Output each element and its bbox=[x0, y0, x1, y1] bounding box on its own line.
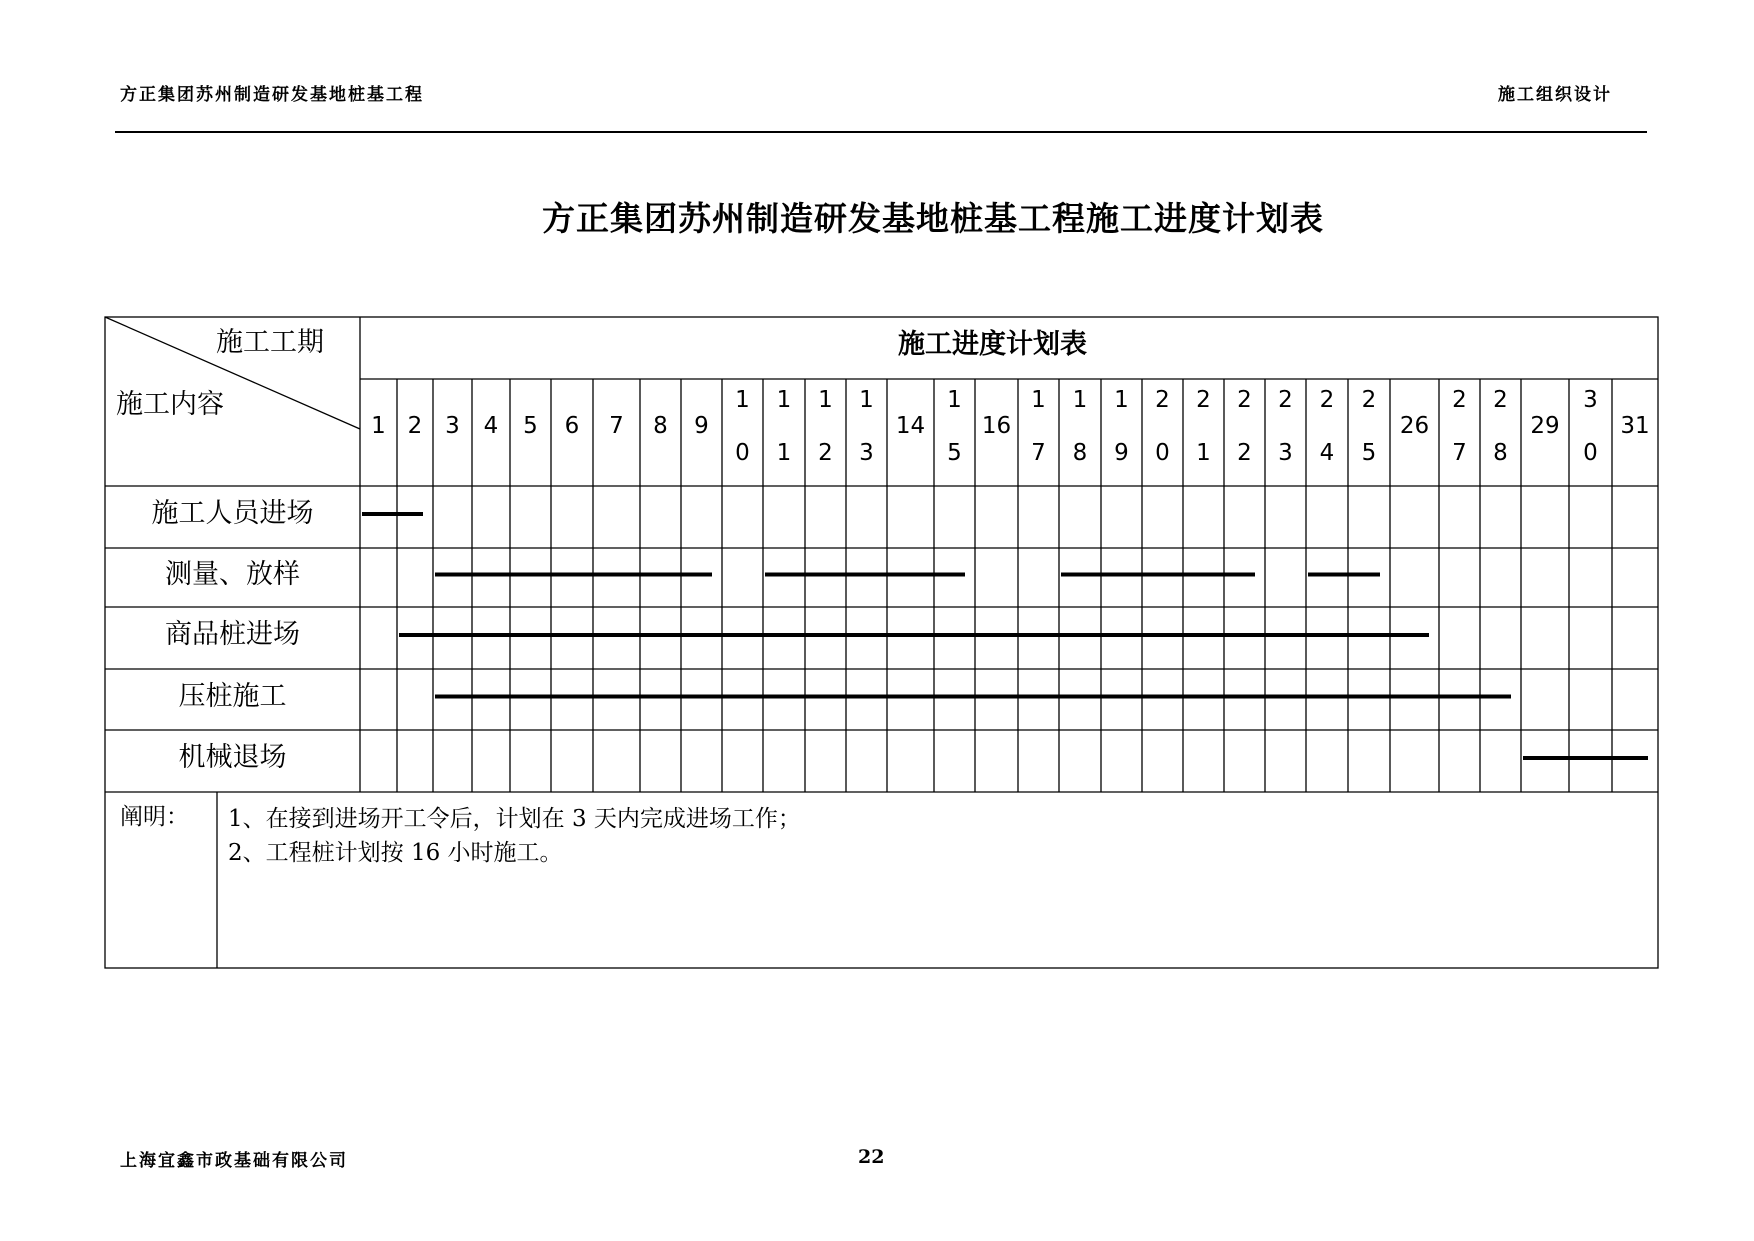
day-number: 7 bbox=[609, 413, 624, 439]
notes-label: 阐明： bbox=[120, 804, 189, 830]
day-number: 16 bbox=[981, 413, 1012, 439]
day-number: 4 bbox=[483, 413, 499, 439]
corner-header-content: 施工内容 bbox=[116, 389, 224, 420]
day-number: 8 bbox=[653, 413, 668, 439]
day-number: 3 bbox=[445, 413, 460, 439]
day-number: 2 bbox=[1237, 387, 1252, 413]
day-number: 8 bbox=[1493, 440, 1508, 466]
day-number: 1 bbox=[371, 413, 386, 439]
day-number: 26 bbox=[1399, 413, 1430, 439]
day-number: 29 bbox=[1530, 413, 1560, 439]
day-number: 1 bbox=[735, 387, 750, 413]
day-number: 3 bbox=[1583, 387, 1598, 413]
day-number: 1 bbox=[859, 387, 874, 413]
day-number: 0 bbox=[1583, 440, 1598, 466]
day-number: 5 bbox=[947, 440, 962, 466]
day-number: 2 bbox=[1196, 387, 1211, 413]
day-number: 7 bbox=[1452, 440, 1467, 466]
footer-company: 上海宜鑫市政基础有限公司 bbox=[120, 1151, 348, 1171]
day-number: 2 bbox=[1361, 387, 1377, 413]
span-header-schedule: 施工进度计划表 bbox=[898, 329, 1087, 360]
day-number: 1 bbox=[1031, 387, 1046, 413]
day-number: 9 bbox=[1114, 440, 1129, 466]
day-number: 1 bbox=[947, 387, 962, 413]
day-number: 9 bbox=[694, 413, 709, 439]
task-label: 压桩施工 bbox=[178, 680, 287, 712]
day-number: 1 bbox=[1114, 387, 1129, 413]
day-number: 2 bbox=[1155, 387, 1170, 413]
day-number: 4 bbox=[1319, 440, 1335, 466]
task-label: 机械退场 bbox=[178, 742, 287, 773]
corner-header-period: 施工工期 bbox=[216, 327, 324, 358]
task-label: 商品桩进场 bbox=[165, 619, 300, 650]
day-number: 2 bbox=[1452, 387, 1467, 413]
day-number: 31 bbox=[1620, 413, 1650, 439]
day-number: 8 bbox=[1072, 440, 1088, 466]
day-number: 0 bbox=[735, 440, 750, 466]
day-number: 6 bbox=[564, 413, 580, 439]
header-project-name: 方正集团苏州制造研发基地桩基工程 bbox=[120, 85, 424, 105]
note-line-2: 2、工程桩计划按 16 小时施工。 bbox=[228, 840, 563, 866]
day-number: 1 bbox=[818, 387, 833, 413]
day-number: 3 bbox=[859, 440, 874, 466]
day-number: 5 bbox=[1361, 440, 1377, 466]
day-number: 14 bbox=[895, 413, 926, 439]
header-doc-type: 施工组织设计 bbox=[1498, 85, 1612, 105]
page-title: 方正集团苏州制造研发基地桩基工程施工进度计划表 bbox=[542, 199, 1324, 238]
day-number: 2 bbox=[1237, 440, 1252, 466]
day-number: 0 bbox=[1155, 440, 1170, 466]
page-number: 22 bbox=[858, 1146, 885, 1168]
task-label: 测量、放样 bbox=[165, 558, 300, 590]
day-number: 7 bbox=[1031, 440, 1046, 466]
day-number: 1 bbox=[776, 387, 792, 413]
day-number: 3 bbox=[1278, 440, 1293, 466]
day-number: 2 bbox=[1278, 387, 1293, 413]
day-number: 1 bbox=[1072, 387, 1088, 413]
day-number: 2 bbox=[1319, 387, 1335, 413]
day-number: 2 bbox=[1493, 387, 1508, 413]
day-number: 2 bbox=[407, 413, 423, 439]
day-number: 2 bbox=[818, 440, 833, 466]
note-line-1: 1、在接到进场开工令后，计划在 3 天内完成进场工作； bbox=[228, 806, 801, 832]
task-label: 施工人员进场 bbox=[151, 498, 314, 529]
day-number: 5 bbox=[523, 413, 538, 439]
day-number: 1 bbox=[1196, 440, 1211, 466]
day-number: 1 bbox=[776, 440, 792, 466]
